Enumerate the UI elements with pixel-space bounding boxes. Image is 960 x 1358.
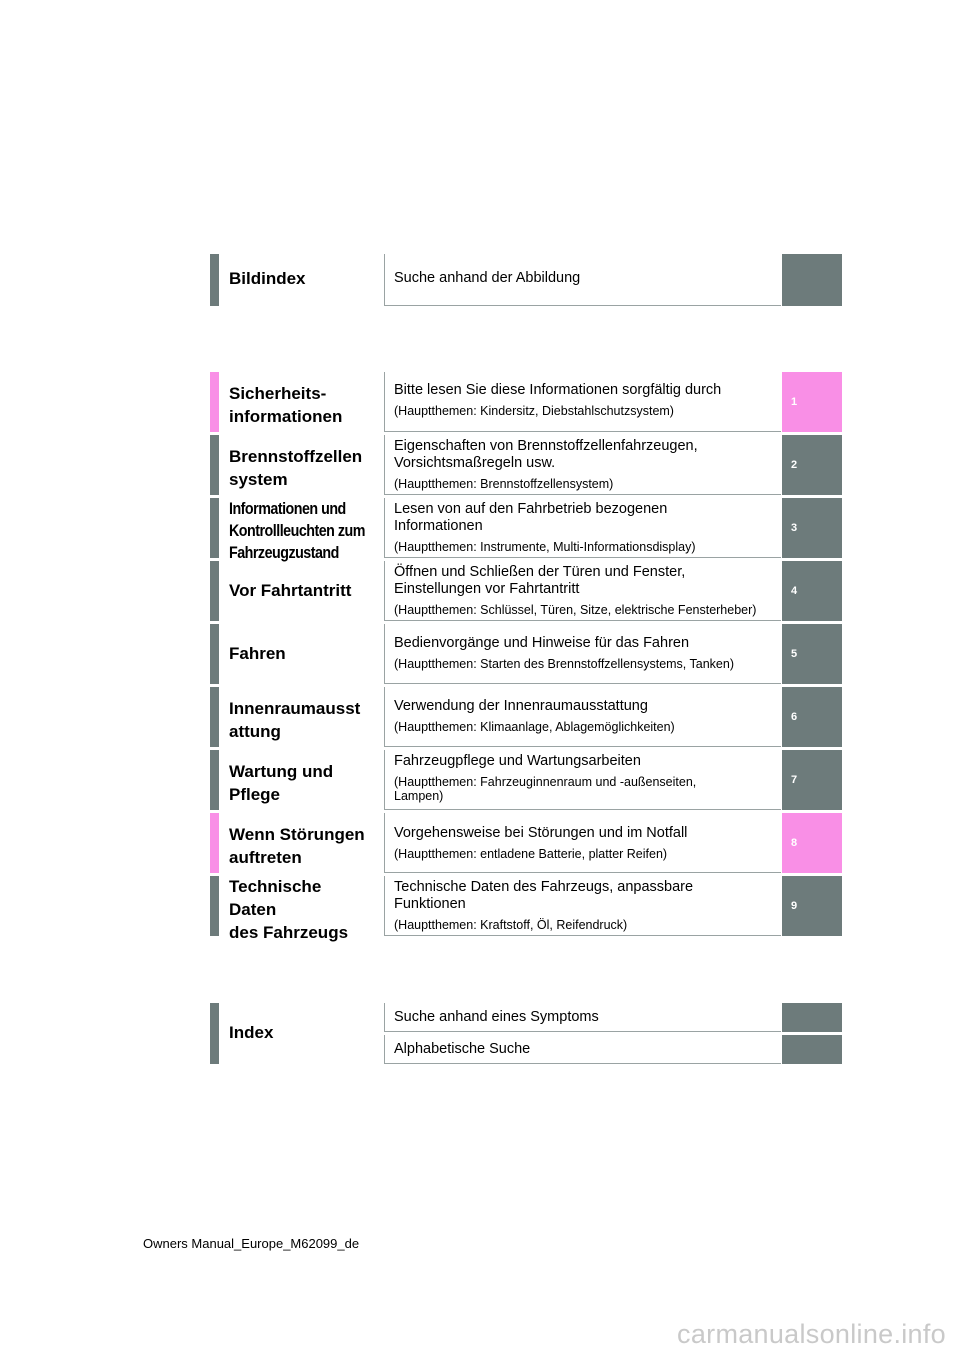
- chapter-title: Sicherheits- informationen: [229, 384, 343, 426]
- bildindex-tab[interactable]: [782, 254, 842, 306]
- section-bar: [210, 254, 219, 306]
- chapter-title: Wenn Störungen auftreten: [229, 825, 365, 867]
- chapter-desc-box: [384, 750, 781, 810]
- index-tab-alphabetic[interactable]: [782, 1035, 842, 1064]
- chapter-topics: (Hauptthemen: Starten des Brennstoffzellensystems, Tanken): [394, 657, 734, 671]
- chapter-tab-5[interactable]: 5: [782, 624, 842, 684]
- chapter-desc-box: [384, 813, 781, 873]
- chapter-title: Technische Daten des Fahrzeugs: [229, 877, 349, 942]
- chapter-title: Innenraumausst attung: [229, 699, 361, 741]
- chapter-topics: (Hauptthemen: Klimaanlage, Ablagemöglichkeiten): [394, 720, 675, 734]
- section-bar: [210, 750, 219, 810]
- chapter-tab-9[interactable]: 9: [782, 876, 842, 936]
- chapter-title: Vor Fahrtantritt: [229, 581, 352, 600]
- chapter-tab-8[interactable]: 8: [782, 813, 842, 873]
- chapter-topics: (Hauptthemen: entladene Batterie, platter Reifen): [394, 847, 668, 861]
- chapter-row-4[interactable]: [210, 561, 842, 621]
- index-tab-symptom[interactable]: [782, 1003, 842, 1032]
- chapter-row-9[interactable]: [210, 876, 842, 942]
- chapter-desc-box: [384, 624, 781, 684]
- chapter-row-1[interactable]: [210, 372, 842, 432]
- bildindex-description: Suche anhand der Abbildung: [394, 270, 581, 286]
- index-row[interactable]: [210, 1003, 842, 1064]
- chapter-desc-box: [384, 876, 781, 936]
- chapter-topics: (Hauptthemen: Kraftstoff, Öl, Reifendruck): [394, 918, 628, 932]
- chapter-row-3[interactable]: [210, 498, 842, 562]
- chapter-title: Informationen und Kontrollleuchten zum Fahrzeugzustand: [229, 499, 365, 562]
- chapter-tab-7[interactable]: 7: [782, 750, 842, 810]
- chapter-topics: (Hauptthemen: Schlüssel, Türen, Sitze, elektrische Fensterheber): [394, 603, 757, 617]
- bildindex-row[interactable]: [210, 254, 842, 306]
- section-bar: [210, 687, 219, 747]
- chapter-desc-box: [384, 687, 781, 747]
- chapter-row-6[interactable]: [210, 687, 842, 747]
- chapter-description: Eigenschaften von Brennstoffzellenfahrzeugen, Vorsichtsmaßregeln usw.: [394, 438, 698, 471]
- chapter-desc-box: [384, 372, 781, 432]
- section-bar: [210, 1003, 219, 1064]
- chapter-tab-4[interactable]: 4: [782, 561, 842, 621]
- section-bar: [210, 498, 219, 558]
- index-item-alphabetic[interactable]: [384, 1035, 781, 1064]
- section-bar: [210, 561, 219, 621]
- chapter-tab-2[interactable]: 2: [782, 435, 842, 495]
- chapter-row-8[interactable]: [210, 813, 842, 873]
- chapter-description: Bedienvorgänge und Hinweise für das Fahren: [394, 635, 690, 651]
- chapter-description: Fahrzeugpflege und Wartungsarbeiten: [394, 753, 641, 769]
- chapter-description: Vorgehensweise bei Störungen und im Notfall: [394, 825, 688, 841]
- chapter-title: Fahren: [229, 644, 286, 663]
- watermark: carmanualsonline.info: [677, 1319, 946, 1349]
- index-item-symptom[interactable]: [384, 1003, 781, 1032]
- chapter-title: Wartung und Pflege: [229, 762, 334, 804]
- index-item-label: Suche anhand eines Symptoms: [394, 1009, 599, 1025]
- index-title: Index: [229, 1023, 274, 1042]
- chapter-row-2[interactable]: [210, 435, 842, 495]
- section-bar: [210, 624, 219, 684]
- chapter-topics: (Hauptthemen: Brennstoffzellensystem): [394, 477, 614, 491]
- chapter-row-5[interactable]: [210, 624, 842, 684]
- section-bar: [210, 372, 219, 432]
- chapter-description: Lesen von auf den Fahrbetrieb bezogenen Informationen: [394, 501, 668, 534]
- section-bar: [210, 876, 219, 936]
- chapter-description: Öffnen und Schließen der Türen und Fenster, Einstellungen vor Fahrtantritt: [394, 564, 686, 597]
- chapter-description: Verwendung der Innenraumausstattung: [394, 698, 648, 714]
- chapter-tab-6[interactable]: 6: [782, 687, 842, 747]
- chapter-title: Brennstoffzellen system: [229, 447, 363, 489]
- section-bar: [210, 435, 219, 495]
- chapter-desc-box: [384, 498, 781, 558]
- section-bar: [210, 813, 219, 873]
- chapter-description: Bitte lesen Sie diese Informationen sorgfältig durch: [394, 382, 722, 398]
- page-footer: Owners Manual_Europe_M62099_de: [143, 1236, 360, 1251]
- chapter-desc-box: [384, 435, 781, 495]
- chapter-topics: (Hauptthemen: Kindersitz, Diebstahlschutzsystem): [394, 404, 674, 418]
- chapter-tab-3[interactable]: 3: [782, 498, 842, 558]
- chapter-topics: (Hauptthemen: Fahrzeuginnenraum und -außenseiten, Lampen): [394, 775, 697, 803]
- bildindex-title: Bildindex: [229, 269, 306, 288]
- index-item-label: Alphabetische Suche: [394, 1041, 531, 1057]
- chapter-row-7[interactable]: [210, 750, 842, 810]
- bildindex-desc-box: [384, 254, 781, 306]
- chapter-desc-box: [384, 561, 781, 621]
- chapter-topics: (Hauptthemen: Instrumente, Multi-Informationsdisplay): [394, 540, 696, 554]
- chapter-tab-1[interactable]: 1: [782, 372, 842, 432]
- chapter-description: Technische Daten des Fahrzeugs, anpassbare Funktionen: [394, 879, 694, 912]
